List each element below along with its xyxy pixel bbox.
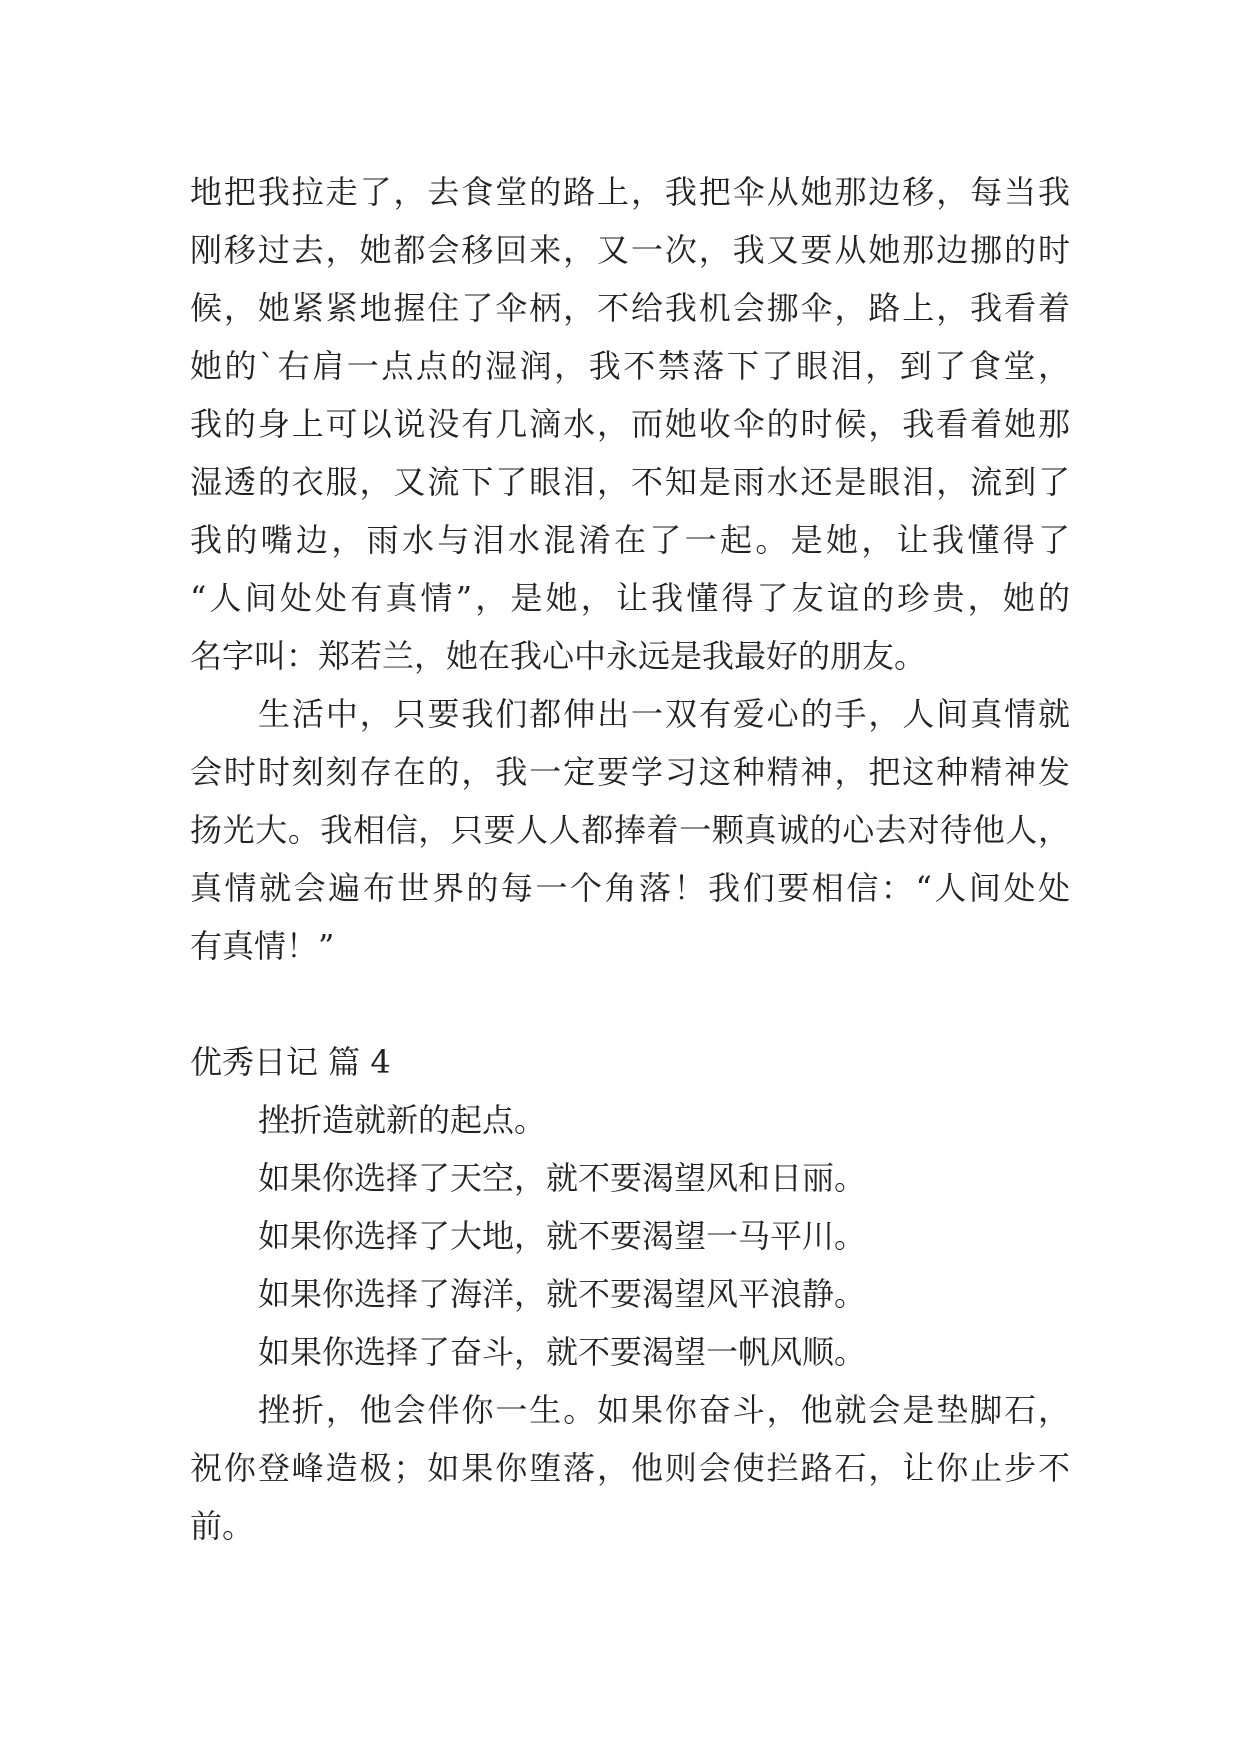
text-line: 真情就会遍布世界的每一个角落！我们要相信：“人间处处 (190, 869, 1070, 907)
text-line: 刚移过去，她都会移回来，又一次，我又要从她那边挪的时 (190, 231, 1070, 269)
document-body (190, 163, 1070, 1555)
poem-line: 挫折造就新的起点。 (258, 1101, 547, 1139)
poem-block (190, 1091, 1070, 1381)
text-line: 我的嘴边，雨水与泪水混淆在了一起。是她，让我懂得了 (190, 521, 1070, 559)
poem-line: 如果你选择了奋斗，就不要渴望一帆风顺。 (258, 1333, 867, 1371)
text-line: 生活中，只要我们都伸出一双有爱心的手，人间真情就 (258, 695, 1070, 733)
text-line: 我的身上可以说没有几滴水，而她收伞的时候，我看着她那 (190, 405, 1070, 443)
text-line: 祝你登峰造极；如果你堕落，他则会使拦路石，让你止步不 (190, 1449, 1070, 1487)
text-line: 挫折，他会伴你一生。如果你奋斗，他就会是垫脚石， (258, 1391, 1070, 1429)
section-heading: 优秀日记 篇 4 (190, 1043, 391, 1081)
text-line: 会时时刻刻存在的，我一定要学习这种精神，把这种精神发 (190, 753, 1070, 791)
text-line: 湿透的衣服，又流下了眼泪，不知是雨水还是眼泪，流到了 (190, 463, 1070, 501)
text-line: 扬光大。我相信，只要人人都捧着一颗真诚的心去对待他人， (190, 811, 1070, 849)
text-line: 名字叫：郑若兰，她在我心中永远是我最好的朋友。 (190, 637, 927, 675)
text-line: 前。 (190, 1507, 255, 1545)
paragraph-2 (190, 685, 1070, 975)
text-line: 地把我拉走了，去食堂的路上，我把伞从她那边移，每当我 (190, 173, 1070, 211)
paragraph-1 (190, 163, 1070, 685)
text-line: 候，她紧紧地握住了伞柄，不给我机会挪伞，路上，我看着 (190, 289, 1070, 327)
poem-line: 如果你选择了天空，就不要渴望风和日丽。 (258, 1159, 867, 1197)
paragraph-3 (190, 1381, 1070, 1555)
text-line: 有真情！” (190, 927, 335, 965)
poem-line: 如果你选择了海洋，就不要渴望风平浪静。 (258, 1275, 867, 1313)
text-line: “人间处处有真情”，是她，让我懂得了友谊的珍贵，她的 (190, 579, 1070, 617)
poem-line: 如果你选择了大地，就不要渴望一马平川。 (258, 1217, 867, 1255)
text-line: 她的`右肩一点点的湿润，我不禁落下了眼泪，到了食堂， (190, 347, 1070, 385)
section-spacer (190, 975, 1070, 1033)
